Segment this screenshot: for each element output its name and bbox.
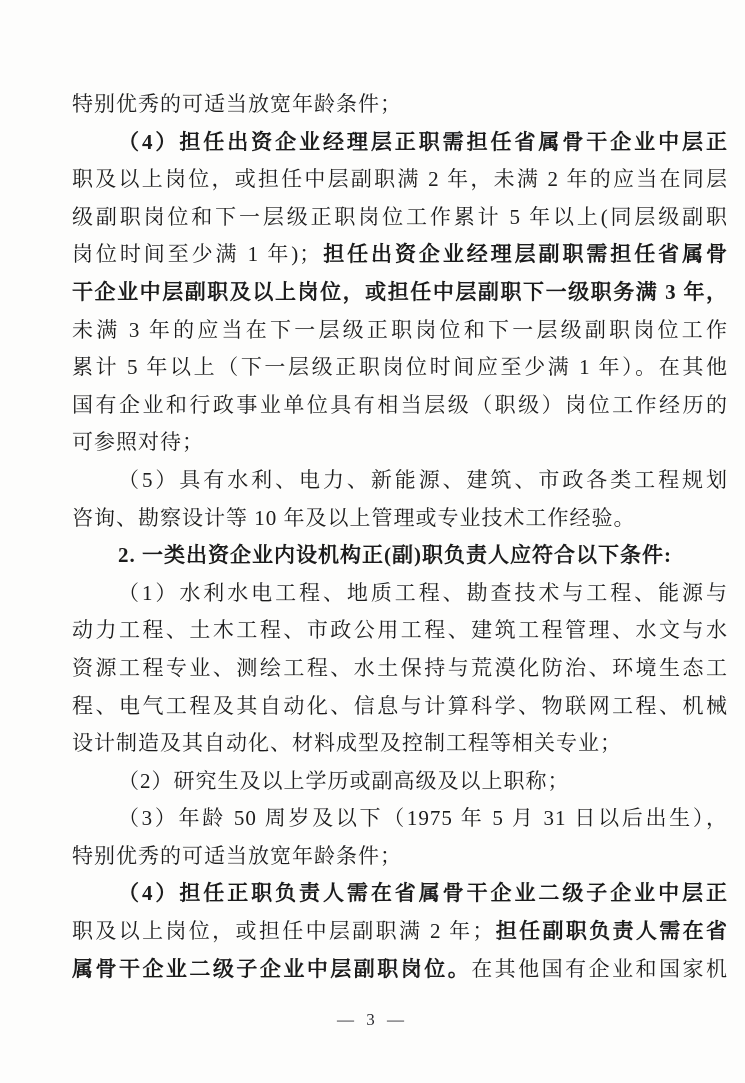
- text-run: （5）具有水利、电力、新能源、建筑、市政各类工程规划: [118, 467, 728, 492]
- document-text: [72, 86, 728, 988]
- text-line: [72, 161, 728, 199]
- text-line: [72, 612, 728, 650]
- text-line: [72, 387, 728, 425]
- text-run: 资源工程专业、测绘工程、水土保持与荒漠化防治、环境生态工: [72, 655, 728, 680]
- text-run: 国有企业和行政事业单位具有相当层级（职级）岗位工作经历的: [72, 392, 728, 417]
- text-line: [72, 500, 728, 538]
- text-run: 岗位时间至少满 1 年)；: [72, 242, 322, 267]
- text-line: [72, 424, 728, 462]
- text-line: [72, 236, 728, 274]
- text-run: 程、电气工程及其自动化、信息与计算科学、物联网工程、机械: [72, 693, 728, 718]
- text-run: 累计 5 年以上（下一层级正职岗位时间应至少满 1 年）。在其他: [72, 355, 728, 380]
- text-run: 级副职岗位和下一层级正职岗位工作累计 5 年以上(同层级副职: [72, 204, 728, 229]
- bold-text-run: （4）担任出资企业经理层正职需担任省属骨干企业中层正: [118, 129, 728, 154]
- text-line: [72, 913, 728, 951]
- text-run: 职及以上岗位，或担任中层副职满 2 年，未满 2 年的应当在同层: [72, 167, 728, 192]
- text-line: [72, 199, 728, 237]
- bold-text-run: 干企业中层副职及以上岗位，或担任中层副职下一级职务满 3 年，: [72, 279, 728, 304]
- text-run: （2）研究生及以上学历或副高级及以上职称；: [118, 768, 570, 793]
- text-run: 设计制造及其自动化、材料成型及控制工程等相关专业；: [72, 731, 622, 756]
- text-run: 职及以上岗位，或担任中层副职满 2 年；: [72, 919, 495, 944]
- text-run: 动力工程、土木工程、市政公用工程、建筑工程管理、水文与水: [72, 618, 728, 643]
- text-run: 在其他国有企业和国家机: [471, 956, 729, 981]
- text-run: （3）年龄 50 周岁及以下（1975 年 5 月 31 日以后出生），: [118, 806, 728, 831]
- bold-text-run: 属骨干企业二级子企业中层副职岗位。: [72, 956, 472, 981]
- text-run: 特别优秀的可适当放宽年龄条件；: [72, 843, 402, 868]
- text-line: [72, 763, 728, 801]
- text-line: [72, 124, 728, 162]
- text-run: 可参照对待；: [72, 430, 204, 455]
- text-line: [72, 650, 728, 688]
- text-line: [72, 274, 728, 312]
- text-line: [72, 688, 728, 726]
- bold-text-run: 担任副职负责人需在省: [494, 919, 729, 944]
- text-line: [72, 349, 728, 387]
- page-footer: [0, 1010, 745, 1030]
- text-run: 咨询、勘察设计等 10 年及以上管理或专业技术工作经验。: [72, 505, 636, 530]
- text-line: [72, 725, 728, 763]
- text-line: [72, 462, 728, 500]
- text-line: [72, 86, 728, 124]
- text-line: [72, 575, 728, 613]
- text-run: 未满 3 年的应当在下一层级正职岗位和下一层级副职岗位工作: [72, 317, 728, 342]
- text-line: [72, 838, 728, 876]
- bold-text-run: 担任出资企业经理层副职需担任省属骨: [321, 242, 729, 267]
- text-run: （1）水利水电工程、地质工程、勘查技术与工程、能源与: [118, 580, 728, 605]
- text-line: [72, 537, 728, 575]
- text-line: [72, 800, 728, 838]
- text-line: [72, 951, 728, 989]
- text-run: 特别优秀的可适当放宽年龄条件；: [72, 92, 402, 116]
- bold-text-run: （4）担任正职负责人需在省属骨干企业二级子企业中层正: [118, 881, 728, 906]
- bold-text-run: 2. 一类出资企业内设机构正(副)职负责人应符合以下条件:: [118, 543, 672, 568]
- text-line: [72, 312, 728, 350]
- page-number: — 3 —: [337, 1010, 408, 1029]
- text-line: [72, 875, 728, 913]
